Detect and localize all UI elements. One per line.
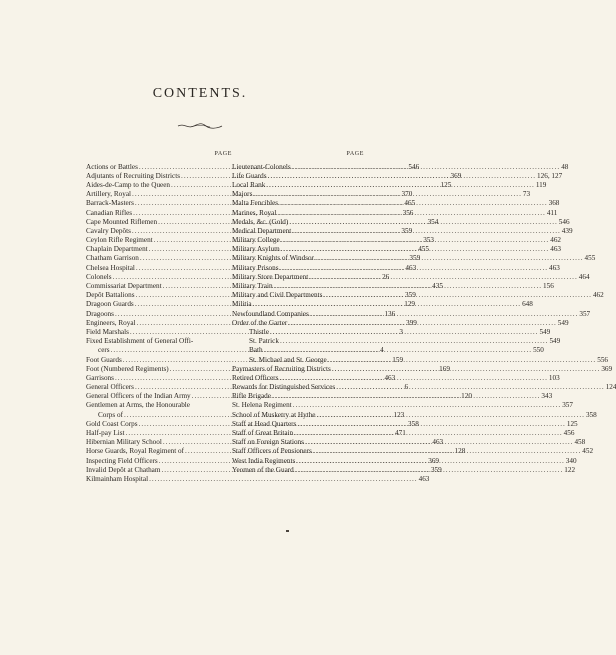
dot-leader: [332, 365, 601, 374]
contents-entry: [86, 337, 232, 346]
entry-page-number: 546: [558, 217, 570, 226]
entry-label: Ceylon Rifle Regiment: [86, 236, 153, 245]
entry-page-number: 399: [406, 318, 417, 327]
entry-label: Military Asylum: [232, 245, 280, 254]
entry-page-number: 119: [535, 180, 547, 189]
page-title: CONTENTS.: [152, 86, 248, 101]
entry-label: Barrack-Masters: [86, 199, 134, 208]
contents-entry: [232, 401, 573, 410]
entry-label: Foot Guards: [86, 355, 122, 364]
entry-label: Fixed Establishment of General Offi-: [86, 337, 194, 346]
entry-page-number: 6: [404, 383, 409, 392]
entry-label: Foot (Numbered Regiments): [86, 364, 169, 373]
page-column-heading: PAGE: [214, 151, 232, 157]
entry-page-number: 368: [548, 199, 560, 208]
entry-label: Dragoons: [86, 309, 114, 318]
dot-leader: [277, 209, 546, 218]
entry-page-number: 128: [454, 447, 466, 456]
page-column-heading: PAGE: [346, 151, 364, 157]
entry-label: Staff of Great Britain: [232, 429, 294, 438]
dot-leader: [315, 254, 584, 263]
entry-page-number: 357: [579, 309, 591, 318]
entry-label: Marines, Royal: [232, 208, 277, 217]
entry-label: Military Knights of Windsor: [232, 254, 315, 263]
entry-label: Dragoon Guards: [86, 300, 134, 309]
entry-page-number: 463: [405, 263, 417, 272]
entry-page-number: 156: [543, 282, 554, 291]
entry-page-number: 463: [549, 263, 560, 272]
entry-label: Cape Mounted Riflemen: [86, 217, 158, 226]
dot-leader: [336, 383, 605, 392]
entry-label: Staff Officers of Pensioners: [232, 447, 312, 456]
entry-label: Canadian Rifles: [86, 208, 133, 217]
entry-page-number: 358: [585, 410, 597, 419]
entry-page-number: 456: [563, 429, 575, 438]
entry-page-number: 169: [439, 364, 450, 373]
contents-entry: [232, 263, 560, 273]
entry-page-number: 359: [405, 291, 416, 300]
entry-label: Chelsea Hospital: [86, 263, 135, 272]
dot-leader: [272, 392, 541, 401]
dot-leader: [280, 264, 549, 273]
entry-label: Artillery, Royal: [86, 190, 132, 199]
entry-label: Cavalry Depôts: [86, 226, 131, 235]
dot-leader: [279, 199, 548, 208]
dot-leader: [310, 310, 579, 319]
entry-label: Medals, &c. (Gold): [232, 217, 289, 226]
entry-page-number: 546: [408, 162, 420, 171]
entry-page-number: 354: [427, 217, 439, 226]
dot-leader: [281, 236, 550, 245]
divider-ornament-icon: [176, 122, 224, 130]
entry-page-number: 648: [522, 300, 533, 309]
entry-label: Garrisons: [86, 373, 114, 382]
entry-label: Militia: [232, 300, 252, 309]
entry-page-number: 3: [399, 327, 404, 336]
entry-label: Retired Officers: [232, 373, 279, 382]
entry-page-number: 4: [380, 346, 384, 355]
entry-page-number: 463: [432, 438, 444, 447]
dot-leader: [270, 328, 539, 337]
dot-leader: [279, 374, 548, 383]
entry-page-number: 26: [382, 272, 390, 281]
entry-label: Engineers, Royal: [86, 318, 136, 327]
entry-label: Corps of: [98, 410, 123, 419]
dot-leader: [253, 190, 522, 199]
entry-label: West India Regiments: [232, 456, 296, 465]
entry-page-number: 120: [461, 392, 472, 401]
entry-page-number: 353: [423, 236, 434, 245]
dot-leader: [288, 319, 557, 328]
entry-label: Inspecting Field Officers: [86, 456, 158, 465]
entry-label: Military Prisons: [232, 263, 279, 272]
entry-label: Military Store Department: [232, 272, 309, 281]
entry-page-number: 358: [408, 419, 419, 428]
contents-entry: [86, 401, 232, 410]
entry-page-number: 411: [546, 208, 558, 217]
entry-page-number: 136: [384, 309, 396, 318]
dot-leader: [313, 447, 582, 456]
dot-leader: [292, 227, 561, 236]
entry-label: Life Guards: [232, 171, 267, 180]
entry-label: Depôt Battalions: [86, 291, 135, 300]
entry-label: Majors: [232, 190, 253, 199]
entry-page-number: 549: [549, 337, 561, 346]
entry-page-number: 359: [401, 226, 413, 235]
entry-label: Military College: [232, 236, 280, 245]
dot-leader: [281, 245, 550, 254]
contents-entry: [232, 337, 561, 346]
entry-label: Newfoundland Companies: [232, 309, 309, 318]
entry-page-number: 462: [592, 291, 604, 300]
entry-page-number: 549: [557, 318, 569, 327]
entry-label: Lieutenant-Colonels: [232, 162, 291, 171]
entry-page-number: 458: [574, 438, 586, 447]
entry-page-number: 126, 127: [537, 171, 563, 180]
entry-label: Chatham Garrison: [86, 254, 139, 263]
entry-page-number: 463: [418, 474, 430, 483]
dot-leader: [289, 218, 558, 227]
entry-label: Paymasters of Recruiting Districts: [232, 364, 331, 373]
contents-entry: [232, 383, 616, 392]
entry-label: Field Marshals: [86, 327, 129, 336]
entry-label: Invalid Depôt at Chatham: [86, 465, 161, 474]
entry-label: Aides-de-Camp to the Queen: [86, 180, 171, 189]
entry-page-number: 463: [550, 245, 561, 254]
entry-page-number: 556: [597, 355, 608, 364]
entry-label: Rifle Brigade: [232, 392, 271, 401]
contents-entry: [86, 474, 430, 484]
entry-label: Bath: [249, 346, 263, 355]
dot-leader: [297, 420, 566, 429]
dot-leader: [305, 438, 574, 447]
entry-label: Hibernian Military School: [86, 438, 162, 447]
dot-leader: [280, 337, 549, 346]
entry-label: St. Michael and St. George: [249, 355, 327, 364]
entry-label: cers: [98, 346, 110, 355]
entry-label: Staff at Head Quarters: [232, 419, 297, 428]
entry-page-number: 463: [384, 373, 396, 382]
dot-leader: [294, 429, 563, 438]
entry-page-number: 452: [582, 447, 594, 456]
entry-page-number: 462: [550, 236, 561, 245]
dot-leader: [293, 401, 562, 410]
entry-page-number: 439: [561, 226, 573, 235]
entry-label: General Officers of the Indian Army: [86, 392, 191, 401]
entry-page-number: 435: [432, 282, 443, 291]
entry-label: Commissariat Department: [86, 282, 162, 291]
dot-leader: [292, 163, 561, 172]
entry-page-number: 369: [428, 456, 440, 465]
entry-label: Gentlemen at Arms, the Honourable: [86, 401, 190, 410]
dot-leader: [295, 466, 564, 475]
entry-label: General Officers: [86, 383, 134, 392]
entry-label: Rewards for Distinguished Services: [232, 383, 336, 392]
entry-page-number: 159: [392, 355, 404, 364]
entry-label: School of Musketry at Hythe: [232, 410, 316, 419]
dot-leader: [328, 356, 597, 365]
entry-page-number: 471: [395, 429, 406, 438]
entry-page-number: 124: [605, 383, 616, 392]
entry-page-number: 359: [430, 465, 442, 474]
dot-leader: [323, 291, 592, 300]
entry-label: Medical Department: [232, 226, 292, 235]
entry-page-number: 549: [539, 327, 551, 336]
entry-page-number: 357: [562, 401, 573, 410]
entry-label: Thistle: [249, 327, 269, 336]
entry-label: Gold Coast Corps: [86, 419, 138, 428]
dot-leader: [274, 282, 543, 291]
entry-label: Military Train: [232, 282, 273, 291]
entry-label: Actions or Battles: [86, 162, 138, 171]
entry-page-number: 73: [522, 190, 531, 199]
ink-mark: [286, 530, 289, 532]
dot-leader: [253, 300, 522, 309]
entry-label: Colonels: [86, 272, 112, 281]
entry-page-number: 359: [409, 254, 421, 263]
entry-page-number: 343: [541, 392, 553, 401]
entry-label: Malta Fencibles: [232, 199, 279, 208]
entry-page-number: 129: [404, 300, 415, 309]
entry-page-number: 464: [578, 272, 590, 281]
entry-page-number: 48: [561, 162, 569, 171]
entry-label: Kilmainham Hospital: [86, 474, 149, 483]
entry-page-number: 356: [402, 208, 414, 217]
entry-page-number: 125: [440, 180, 452, 189]
entry-label: Local Rank: [232, 180, 266, 189]
entry-label: Yeomen of the Guard: [232, 465, 294, 474]
entry-label: Adjutants of Recruiting Districts: [86, 171, 181, 180]
dot-leader: [268, 172, 537, 181]
entry-label: St. Patrick: [249, 337, 279, 346]
entry-page-number: 340: [565, 456, 577, 465]
entry-label: Order of the Garter: [232, 318, 288, 327]
dot-leader: [316, 411, 585, 420]
dot-leader: [266, 181, 535, 190]
contents-entry: [232, 327, 551, 337]
entry-page-number: 455: [584, 254, 596, 263]
entry-label: Staff on Foreign Stations: [232, 438, 304, 447]
entry-label: Military and Civil Departments: [232, 291, 323, 300]
contents-entry: [232, 346, 544, 355]
dot-leader: [149, 475, 418, 484]
entry-page-number: 369: [601, 364, 613, 373]
entry-label: Half-pay List: [86, 429, 125, 438]
entry-page-number: 103: [548, 373, 560, 382]
entry-page-number: 550: [533, 346, 544, 355]
entry-page-number: 123: [393, 410, 405, 419]
dot-leader: [309, 273, 578, 282]
entry-page-number: 455: [418, 245, 429, 254]
entry-page-number: 370: [401, 190, 413, 199]
entry-page-number: 465: [404, 199, 416, 208]
entry-page-number: 369: [450, 171, 462, 180]
entry-label: Horse Guards, Royal Regiment of: [86, 447, 185, 456]
entry-label: Chaplain Department: [86, 245, 148, 254]
dot-leader: [296, 457, 565, 466]
entry-page-number: 122: [564, 465, 576, 474]
entry-page-number: 125: [566, 419, 578, 428]
dot-leader: [264, 346, 533, 355]
entry-label: St. Helena Regiment: [232, 401, 292, 410]
